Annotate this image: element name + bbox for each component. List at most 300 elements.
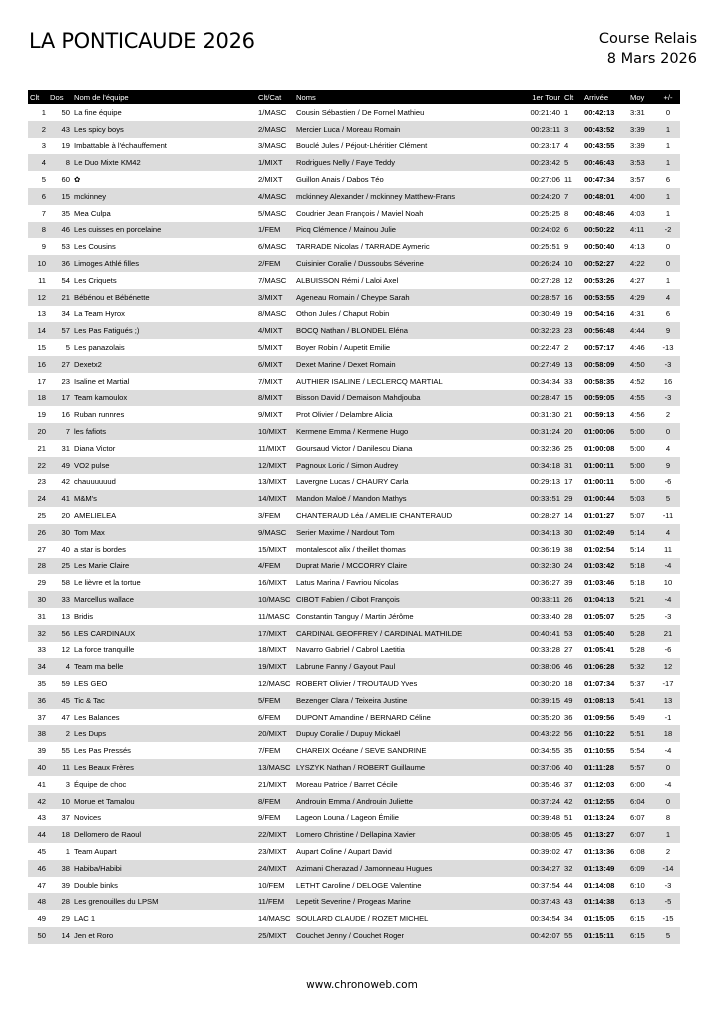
cell-first-lap-time: 00:33:51 <box>530 494 560 504</box>
cell-first-lap-time: 00:39:02 <box>530 846 560 856</box>
cell-team-name: Bébénou et Bébénette <box>74 292 150 302</box>
table-row <box>28 776 680 793</box>
cell-pace: 5:28 <box>630 628 645 638</box>
cell-position-change: 0 <box>665 796 671 806</box>
cell-category-rank: 9/MIXT <box>258 410 283 420</box>
cell-category-rank: 24/MIXT <box>258 863 287 873</box>
cell-first-lap-rank: 1 <box>564 107 569 117</box>
cell-first-lap-rank: 44 <box>564 880 573 890</box>
cell-first-lap-time: 00:25:51 <box>530 242 560 252</box>
cell-runner-names: Androuin Emma / Androuin Juliette <box>296 796 413 806</box>
cell-position-change: -14 <box>662 863 674 873</box>
cell-position-change: 0 <box>665 259 671 269</box>
cell-first-lap-rank: 31 <box>564 460 573 470</box>
cell-team-name: Team kamoulox <box>74 393 128 403</box>
cell-first-lap-time: 00:24:20 <box>530 191 560 201</box>
cell-rank: 49 <box>37 914 46 924</box>
cell-rank: 23 <box>37 477 46 487</box>
table-row <box>28 877 680 894</box>
cell-finish-time: 01:00:44 <box>584 494 615 504</box>
cell-category-rank: 3/MIXT <box>258 292 283 302</box>
cell-first-lap-rank: 6 <box>564 225 569 235</box>
cell-runner-names: mckinney Alexander / mckinney Matthew-Frans <box>296 191 456 201</box>
cell-team-name: Novices <box>74 813 102 823</box>
cell-team-name: Dellomero de Raoul <box>74 830 142 840</box>
cell-first-lap-rank: 49 <box>564 695 573 705</box>
cell-rank: 33 <box>37 645 46 655</box>
cell-position-change: 6 <box>665 309 671 319</box>
cell-position-change: 5 <box>665 494 671 504</box>
cell-finish-time: 01:13:24 <box>584 813 615 823</box>
cell-position-change: -4 <box>664 595 672 604</box>
cell-position-change: 0 <box>665 762 671 772</box>
cell-finish-time: 01:05:40 <box>584 628 615 638</box>
cell-rank: 40 <box>37 762 46 772</box>
cell-first-lap-rank: 25 <box>564 443 573 453</box>
cell-first-lap-time: 00:39:15 <box>530 695 560 705</box>
cell-team-name: Diana Victor <box>74 443 116 453</box>
cell-bib: 35 <box>61 208 70 218</box>
cell-category-rank: 4/MIXT <box>258 326 283 336</box>
footer-website: www.chronoweb.com <box>306 979 418 991</box>
cell-first-lap-time: 00:32:36 <box>530 443 560 453</box>
cell-pace: 5:57 <box>630 762 645 772</box>
col-header-names: Noms <box>296 92 316 102</box>
cell-pace: 5:07 <box>630 511 645 521</box>
cell-runner-names: Lepetit Severine / Progeas Marine <box>296 897 411 907</box>
cell-first-lap-rank: 43 <box>564 897 573 907</box>
cell-team-name: Double binks <box>74 880 118 890</box>
cell-rank: 20 <box>37 427 46 437</box>
cell-first-lap-rank: 30 <box>564 527 573 537</box>
cell-finish-time: 00:59:05 <box>584 393 615 403</box>
table-row <box>28 927 680 944</box>
cell-position-change: -6 <box>664 645 672 655</box>
cell-category-rank: 20/MIXT <box>258 729 287 739</box>
cell-pace: 5:28 <box>630 645 645 655</box>
table-row <box>28 574 680 591</box>
cell-bib: 47 <box>61 712 70 722</box>
cell-first-lap-rank: 20 <box>564 427 573 437</box>
cell-first-lap-rank: 29 <box>564 494 573 504</box>
cell-bib: 13 <box>61 611 70 621</box>
col-header-cltcat: Clt/Cat <box>258 92 282 102</box>
table-row <box>28 188 680 205</box>
cell-rank: 11 <box>38 275 46 285</box>
cell-bib: 11 <box>62 762 70 772</box>
cell-first-lap-time: 00:26:24 <box>530 259 560 269</box>
cell-first-lap-rank: 40 <box>564 762 573 772</box>
cell-runner-names: Labrune Fanny / Gayout Paul <box>296 662 396 672</box>
cell-category-rank: 7/FEM <box>258 746 281 756</box>
cell-position-change: 8 <box>665 813 671 823</box>
cell-category-rank: 8/MASC <box>258 309 287 319</box>
cell-pace: 6:04 <box>630 796 645 806</box>
cell-finish-time: 01:00:11 <box>584 477 614 487</box>
cell-category-rank: 11/MASC <box>258 611 290 621</box>
table-row <box>28 138 680 155</box>
cell-pace: 4:46 <box>630 343 645 353</box>
cell-team-name: Les Dups <box>74 729 107 739</box>
cell-first-lap-rank: 39 <box>564 578 573 588</box>
cell-first-lap-time: 00:32:23 <box>530 326 560 336</box>
cell-bib: 29 <box>61 914 70 924</box>
cell-runner-names: ROBERT Olivier / TROUTAUD Yves <box>296 678 418 688</box>
cell-position-change: 1 <box>665 124 671 134</box>
cell-first-lap-rank: 2 <box>564 343 569 353</box>
cell-rank: 43 <box>37 813 46 823</box>
cell-bib: 58 <box>61 578 70 588</box>
cell-position-change: -6 <box>664 477 672 487</box>
cell-category-rank: 3/MASC <box>258 141 287 151</box>
cell-first-lap-rank: 26 <box>564 595 573 604</box>
table-row <box>28 809 680 826</box>
cell-runner-names: Coudrier Jean François / Maviel Noah <box>296 208 424 218</box>
cell-position-change: 13 <box>663 695 673 705</box>
table-row <box>28 390 680 407</box>
cell-runner-names: Couchet Jenny / Couchet Roger <box>296 930 405 940</box>
cell-category-rank: 7/MIXT <box>258 376 283 386</box>
cell-finish-time: 00:56:48 <box>584 326 615 336</box>
cell-category-rank: 21/MIXT <box>258 779 287 789</box>
table-row <box>28 205 680 222</box>
cell-pace: 3:31 <box>630 107 645 117</box>
cell-pace: 4:55 <box>630 393 645 403</box>
cell-team-name: Les Pas Pressés <box>74 746 131 756</box>
cell-position-change: 0 <box>665 242 671 252</box>
cell-runner-names: DUPONT Amandine / BERNARD Céline <box>296 712 431 722</box>
cell-bib: 21 <box>61 292 70 302</box>
cell-finish-time: 00:42:13 <box>584 107 615 117</box>
cell-rank: 19 <box>37 410 46 420</box>
cell-category-rank: 9/FEM <box>258 813 281 823</box>
cell-bib: 38 <box>61 863 70 873</box>
cell-pace: 5:03 <box>630 494 645 504</box>
cell-finish-time: 01:10:22 <box>584 729 615 739</box>
table-row <box>28 658 680 675</box>
cell-team-name: Habiba/Habibi <box>74 863 122 873</box>
cell-category-rank: 17/MIXT <box>258 628 287 638</box>
cell-runner-names: Bouclé Jules / Péjout-Lhéritier Clément <box>296 141 428 151</box>
cell-pace: 5:54 <box>630 746 645 756</box>
cell-bib: 19 <box>61 141 70 151</box>
cell-bib: 5 <box>65 343 70 353</box>
cell-position-change: 9 <box>665 460 671 470</box>
cell-category-rank: 6/FEM <box>258 712 281 722</box>
cell-team-name: LAC 1 <box>74 914 96 924</box>
cell-bib: 7 <box>65 427 70 437</box>
table-row <box>28 507 680 524</box>
cell-team-name: LES GEO <box>74 678 108 688</box>
cell-pace: 5:00 <box>630 443 645 453</box>
results-table <box>28 90 680 944</box>
cell-runner-names: Pagnoux Loric / Simon Audrey <box>296 460 399 470</box>
table-row <box>28 843 680 860</box>
cell-position-change: 1 <box>665 141 671 151</box>
cell-first-lap-time: 00:24:02 <box>530 225 560 235</box>
cell-pace: 5:00 <box>630 460 645 470</box>
cell-runner-names: Latus Marina / Favriou Nicolas <box>296 578 399 588</box>
cell-finish-time: 01:06:28 <box>584 662 615 672</box>
cell-pace: 4:50 <box>630 359 645 369</box>
cell-pace: 5:49 <box>630 712 645 722</box>
cell-category-rank: 11/FEM <box>258 897 285 907</box>
table-row <box>28 121 680 138</box>
cell-category-rank: 9/MASC <box>258 527 287 537</box>
race-type: Course Relais <box>598 31 697 47</box>
cell-rank: 25 <box>37 511 46 521</box>
cell-category-rank: 7/MASC <box>258 275 287 285</box>
cell-first-lap-rank: 32 <box>564 863 573 873</box>
table-row <box>28 725 680 742</box>
cell-position-change: 18 <box>663 729 673 739</box>
cell-team-name: La Team Hyrox <box>74 309 125 319</box>
cell-bib: 4 <box>65 662 70 672</box>
cell-first-lap-rank: 7 <box>564 191 569 201</box>
cell-bib: 57 <box>61 326 70 336</box>
cell-bib: 42 <box>61 477 70 487</box>
cell-pace: 6:15 <box>630 914 645 924</box>
cell-finish-time: 00:53:55 <box>584 292 615 302</box>
cell-finish-time: 01:00:06 <box>584 427 615 437</box>
cell-pace: 4:44 <box>630 326 645 336</box>
cell-rank: 2 <box>41 124 46 134</box>
cell-pace: 4:56 <box>630 410 645 420</box>
cell-bib: 55 <box>61 746 70 756</box>
cell-category-rank: 4/MASC <box>258 191 287 201</box>
cell-first-lap-rank: 34 <box>564 914 573 924</box>
cell-first-lap-rank: 21 <box>564 410 573 420</box>
cell-runner-names: Moreau Patrice / Barret Cécile <box>296 779 398 789</box>
cell-team-name: Les Cousins <box>74 242 116 252</box>
table-row <box>28 255 680 272</box>
table-row <box>28 306 680 323</box>
cell-first-lap-time: 00:35:46 <box>530 779 560 789</box>
col-header-tour1: 1er Tour <box>532 92 560 102</box>
cell-finish-time: 00:48:01 <box>584 191 615 201</box>
cell-category-rank: 11/MIXT <box>258 443 287 453</box>
table-row <box>28 339 680 356</box>
table-header-row <box>28 90 680 104</box>
cell-finish-time: 01:15:05 <box>584 914 615 924</box>
cell-pace: 5:00 <box>630 427 645 437</box>
cell-first-lap-time: 00:25:25 <box>530 208 560 218</box>
cell-first-lap-time: 00:35:20 <box>530 712 560 722</box>
table-row <box>28 541 680 558</box>
cell-position-change: 21 <box>663 628 673 638</box>
cell-runner-names: Serier Maxime / Nardout Tom <box>296 527 395 537</box>
cell-position-change: 9 <box>665 326 671 336</box>
cell-bib: 2 <box>65 729 70 739</box>
cell-position-change: 12 <box>663 662 673 672</box>
cell-finish-time: 00:54:16 <box>584 309 615 319</box>
cell-finish-time: 01:14:38 <box>584 897 615 907</box>
cell-position-change: 4 <box>665 443 671 453</box>
cell-rank: 18 <box>37 393 46 403</box>
cell-position-change: 1 <box>665 158 671 168</box>
cell-team-name: Limoges Athlé filles <box>74 259 140 269</box>
cell-finish-time: 01:09:56 <box>584 712 615 722</box>
cell-position-change: 0 <box>665 427 671 437</box>
table-row <box>28 524 680 541</box>
table-row <box>28 440 680 457</box>
cell-finish-time: 01:12:55 <box>584 796 615 806</box>
cell-runner-names: Picq Clémence / Mainou Julie <box>296 225 397 235</box>
table-row <box>28 591 680 608</box>
cell-runner-names: Duprat Marie / MCCORRY Claire <box>296 561 408 571</box>
cell-bib: 54 <box>61 275 70 285</box>
cell-position-change: -17 <box>662 678 674 688</box>
cell-bib: 10 <box>61 796 70 806</box>
cell-first-lap-time: 00:23:17 <box>530 141 560 151</box>
cell-first-lap-rank: 3 <box>564 124 569 134</box>
cell-runner-names: Prot Olivier / Delambre Alicia <box>296 410 393 420</box>
cell-category-rank: 2/FEM <box>258 259 281 269</box>
cell-bib: 43 <box>61 124 70 134</box>
cell-category-rank: 5/FEM <box>258 695 281 705</box>
cell-bib: 20 <box>61 511 70 521</box>
cell-first-lap-rank: 19 <box>564 309 573 319</box>
cell-finish-time: 00:46:43 <box>584 158 615 168</box>
cell-runner-names: Lavergne Lucas / CHAURY Carla <box>296 477 409 487</box>
cell-finish-time: 01:03:42 <box>584 561 615 571</box>
cell-finish-time: 00:50:40 <box>584 242 615 252</box>
cell-pace: 4:29 <box>630 292 645 302</box>
cell-finish-time: 01:10:55 <box>584 746 615 756</box>
cell-bib: 41 <box>61 494 70 504</box>
cell-rank: 13 <box>37 309 46 319</box>
cell-pace: 4:27 <box>630 275 645 285</box>
cell-rank: 36 <box>37 695 46 705</box>
cell-team-name: Tic & Tac <box>74 695 105 705</box>
cell-runner-names: Bisson David / Demaison Mahdjouba <box>296 393 421 403</box>
cell-runner-names: Goursaud Victor / Danilescu Diana <box>296 443 413 453</box>
cell-team-name: Les Beaux Frères <box>74 762 134 772</box>
cell-team-name: Imbattable à l'échauffement <box>74 141 167 151</box>
cell-rank: 30 <box>37 595 46 604</box>
cell-first-lap-rank: 27 <box>564 645 573 655</box>
cell-runner-names: Kermene Emma / Kermene Hugo <box>296 427 409 437</box>
cell-rank: 15 <box>37 343 46 353</box>
table-row <box>28 675 680 692</box>
table-row <box>28 692 680 709</box>
cell-bib: 56 <box>61 628 70 638</box>
cell-rank: 8 <box>41 225 46 235</box>
cell-category-rank: 5/MASC <box>258 208 287 218</box>
cell-runner-names: Cuisinier Coralie / Dussoubs Séverine <box>296 259 424 269</box>
cell-first-lap-time: 00:39:48 <box>530 813 560 823</box>
cell-team-name: Le Duo Mixte KM42 <box>74 158 141 168</box>
cell-runner-names: Dupuy Coralie / Dupuy Mickaël <box>296 729 401 739</box>
cell-position-change: -4 <box>664 746 672 756</box>
cell-rank: 1 <box>41 107 46 117</box>
cell-first-lap-rank: 47 <box>564 846 573 856</box>
cell-rank: 47 <box>37 880 46 890</box>
cell-category-rank: 6/MASC <box>258 242 287 252</box>
cell-first-lap-time: 00:34:27 <box>530 863 560 873</box>
cell-team-name: La fine équipe <box>74 107 122 117</box>
table-row <box>28 322 680 339</box>
table-row <box>28 642 680 659</box>
cell-pace: 4:13 <box>630 242 645 252</box>
cell-first-lap-rank: 28 <box>564 611 573 621</box>
cell-first-lap-time: 00:22:47 <box>530 343 560 353</box>
cell-pace: 6:07 <box>630 813 645 823</box>
cell-rank: 22 <box>37 460 46 470</box>
cell-team-name: Morue et Tamalou <box>74 796 135 806</box>
cell-category-rank: 14/MIXT <box>258 494 287 504</box>
cell-finish-time: 01:05:07 <box>584 611 615 621</box>
cell-finish-time: 01:07:34 <box>584 678 615 688</box>
cell-first-lap-time: 00:31:30 <box>530 410 560 420</box>
cell-runner-names: Dexet Marine / Dexet Romain <box>296 359 396 369</box>
cell-rank: 27 <box>37 544 46 554</box>
table-row <box>28 289 680 306</box>
cell-first-lap-time: 00:28:47 <box>530 393 560 403</box>
cell-rank: 5 <box>41 175 46 185</box>
cell-category-rank: 12/MIXT <box>258 460 287 470</box>
cell-first-lap-rank: 4 <box>564 141 569 151</box>
cell-runner-names: Mandon Maloë / Mandon Mathys <box>296 494 407 504</box>
cell-bib: 28 <box>61 897 70 907</box>
col-header-arrivee: Arrivée <box>584 92 609 102</box>
cell-finish-time: 00:43:55 <box>584 141 615 151</box>
cell-rank: 42 <box>37 796 46 806</box>
cell-runner-names: Lomero Christine / Dellapina Xavier <box>296 830 416 840</box>
cell-finish-time: 00:53:26 <box>584 275 615 285</box>
cell-team-name: les fafiots <box>74 427 107 437</box>
cell-finish-time: 01:14:08 <box>584 880 615 890</box>
cell-team-name: Isaline et Martial <box>74 376 130 386</box>
cell-pace: 5:18 <box>630 578 645 588</box>
cell-first-lap-rank: 9 <box>564 242 569 252</box>
cell-pace: 5:41 <box>630 695 645 705</box>
table-row <box>28 406 680 423</box>
cell-team-name: Équipe de choc <box>74 779 127 789</box>
cell-bib: 25 <box>61 561 70 571</box>
cell-first-lap-time: 00:28:27 <box>530 511 560 521</box>
cell-rank: 32 <box>37 628 46 638</box>
cell-runner-names: CHAREIX Océane / SEVE SANDRINE <box>296 746 427 756</box>
cell-team-name: mckinney <box>74 191 107 201</box>
cell-team-name: Les Marie Claire <box>74 561 130 571</box>
cell-category-rank: 1/MIXT <box>258 158 283 168</box>
cell-first-lap-rank: 55 <box>564 930 573 940</box>
cell-team-name: M&M's <box>74 494 97 504</box>
cell-first-lap-time: 00:31:24 <box>530 427 560 437</box>
cell-runner-names: CIBOT Fabien / Cibot François <box>296 595 400 604</box>
cell-bib: 34 <box>61 309 70 319</box>
cell-first-lap-time: 00:27:06 <box>530 175 560 185</box>
cell-pace: 6:09 <box>630 863 645 873</box>
cell-category-rank: 15/MIXT <box>258 544 287 554</box>
cell-category-rank: 8/MIXT <box>258 393 283 403</box>
cell-pace: 4:52 <box>630 376 645 386</box>
table-row <box>28 356 680 373</box>
cell-position-change: 2 <box>665 410 671 420</box>
cell-rank: 4 <box>41 158 46 168</box>
cell-rank: 16 <box>37 359 46 369</box>
table-row <box>28 104 680 121</box>
cell-first-lap-time: 00:23:42 <box>530 158 560 168</box>
cell-first-lap-rank: 16 <box>564 292 573 302</box>
cell-runner-names: Cousin Sébastien / De Fornel Mathieu <box>296 107 425 117</box>
cell-category-rank: 1/MASC <box>258 107 287 117</box>
cell-first-lap-rank: 45 <box>564 830 573 840</box>
cell-runner-names: Constantin Tanguy / Martin Jérôme <box>296 611 414 621</box>
cell-finish-time: 01:03:46 <box>584 578 615 588</box>
cell-first-lap-time: 00:37:24 <box>530 796 560 806</box>
